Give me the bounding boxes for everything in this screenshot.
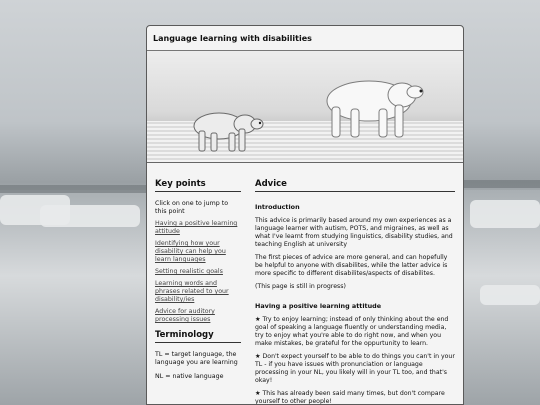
page-title: Language learning with disabilities bbox=[147, 26, 463, 51]
terminology-heading: Terminology bbox=[155, 330, 241, 343]
attitude-point: ★ Try to enjoy learning; instead of only thinking about the end goal of speaking a language fluently or understanding media, try to enjoy what you're able to do right now, and when you make mistakes, be grateful for the oppurtunity to learn. bbox=[255, 316, 449, 347]
introduction-heading: Introduction bbox=[255, 203, 300, 211]
page-card bbox=[146, 25, 464, 405]
ice-floe bbox=[470, 200, 540, 228]
link-positive-attitude[interactable]: Having a positive learning attitude bbox=[155, 220, 238, 235]
intro-paragraph: The first pieces of advice are more general, and can hopefully be helpful to anyone with disabilites, while the latter advice is more specific to different disabilites/aspects of disabilites. bbox=[255, 254, 448, 277]
ice-floe bbox=[480, 285, 540, 305]
link-realistic-goals[interactable]: Setting realistic goals bbox=[155, 268, 223, 275]
large-polar-bear bbox=[327, 81, 423, 137]
link-identifying-disability[interactable]: Identifying how your disability can help you learn languages bbox=[155, 240, 226, 263]
main-content bbox=[255, 179, 455, 405]
ice-floe bbox=[40, 205, 140, 227]
key-points-heading: Key points bbox=[155, 179, 241, 192]
advice-heading: Advice bbox=[255, 179, 455, 192]
small-polar-bear bbox=[194, 113, 263, 151]
polar-bear-photo-icon bbox=[147, 51, 463, 162]
attitude-point: ★ Don't expect yourself to be able to do things you can't in your TL - if you have issues with pronunciation or language processing in your NL, you likely will in your TL too, and that's okay! bbox=[255, 353, 455, 384]
far-shore bbox=[0, 185, 146, 193]
hero-image bbox=[147, 51, 463, 163]
terminology-item: TL = target language, the language you are learning bbox=[155, 351, 238, 366]
terminology-item: NL = native language bbox=[155, 373, 224, 380]
progress-note: (This page is still in progress) bbox=[255, 283, 346, 290]
intro-paragraph: This advice is primarily based around my own experiences as a language learner with autism, POTS, and migraines, as well as what I've learnt from studying linguistics, disability studies, and teaching English at university bbox=[255, 217, 453, 248]
attitude-heading: Having a positive learning attitude bbox=[255, 302, 382, 310]
far-shore bbox=[464, 180, 540, 188]
sidebar bbox=[155, 179, 241, 405]
key-points-intro: Click on one to jump to this point bbox=[155, 200, 229, 215]
link-auditory-processing[interactable]: Advice for auditory processing issues bbox=[155, 308, 215, 323]
attitude-point: ★ This has already been said many times, but don't compare yourself to other people! bbox=[255, 390, 445, 405]
link-words-phrases[interactable]: Learning words and phrases related to your disability/ies bbox=[155, 280, 229, 303]
